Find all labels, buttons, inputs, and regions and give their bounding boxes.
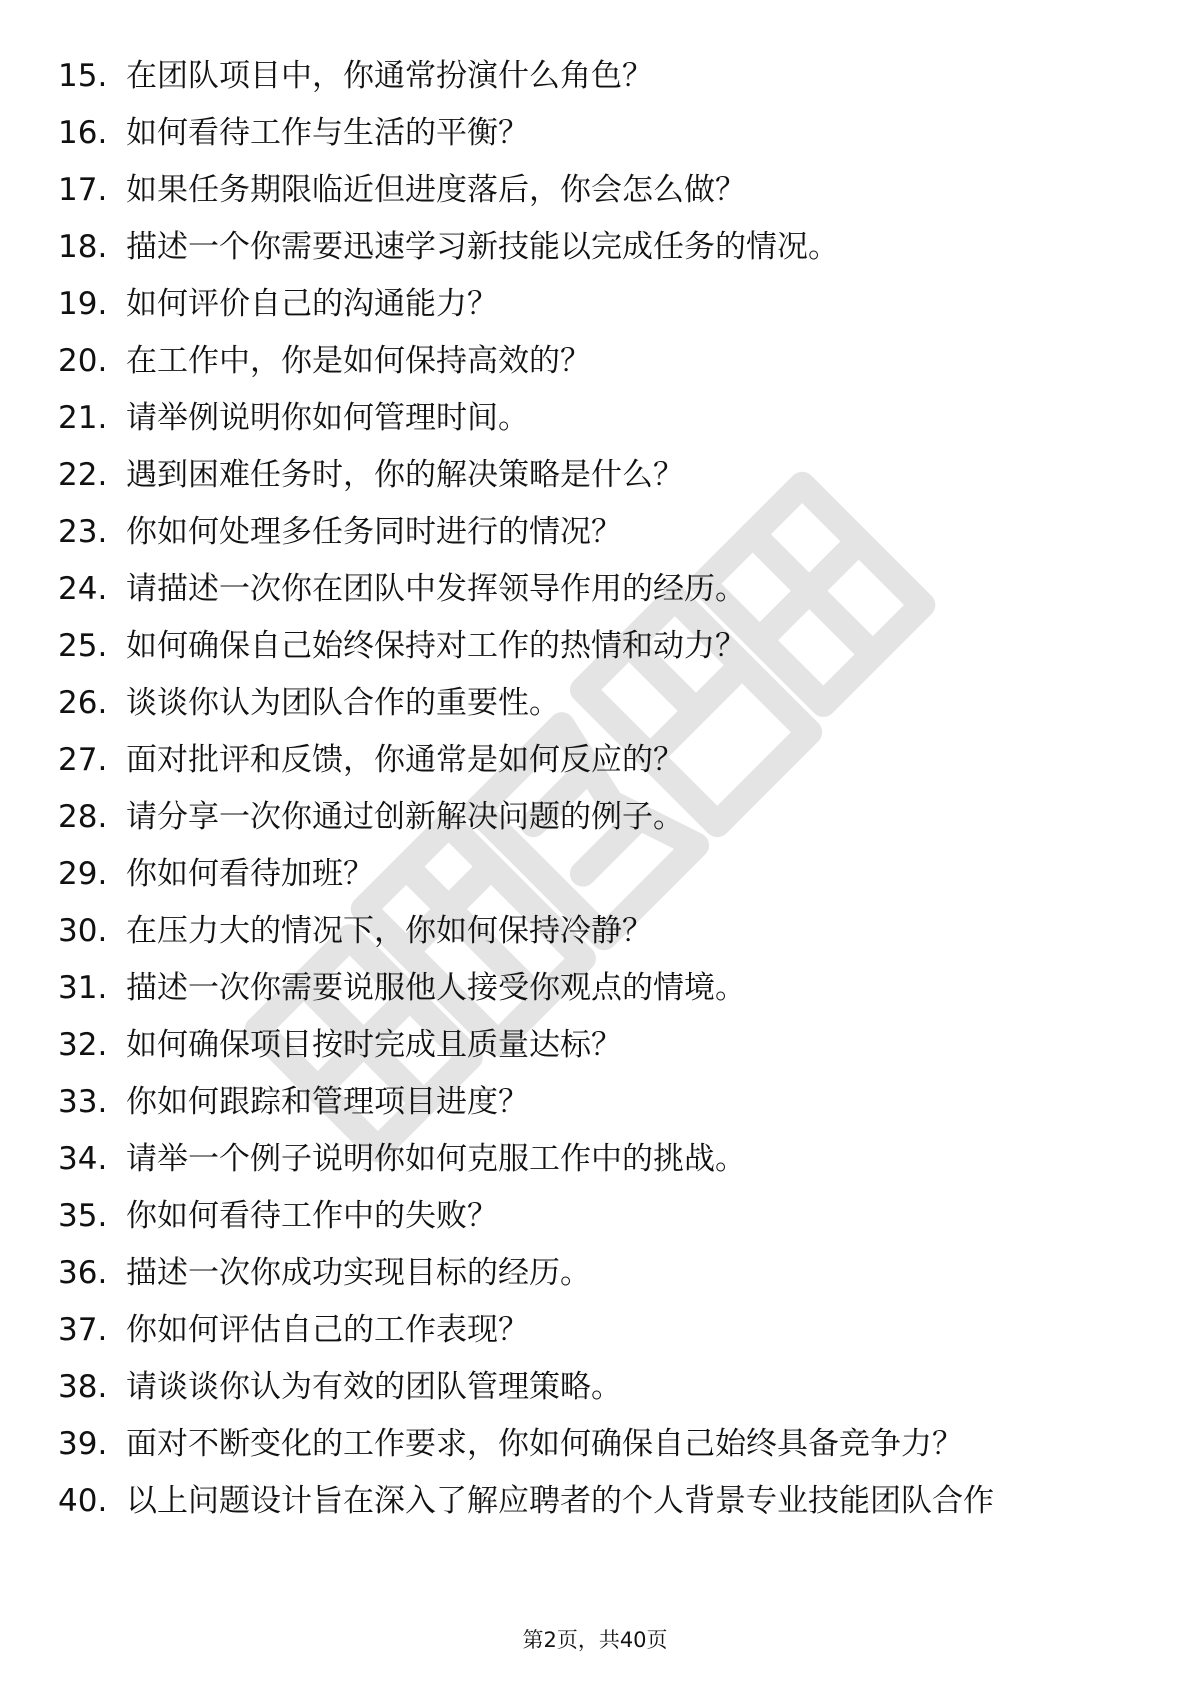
question-text: 你如何看待工作中的失败？ — [126, 1198, 498, 1234]
question-item — [0, 675, 1190, 732]
question-text: 描述一个你需要迅速学习新技能以完成任务的情况。 — [126, 229, 839, 265]
question-text: 描述一次你需要说服他人接受你观点的情境。 — [126, 970, 746, 1006]
question-item — [0, 960, 1190, 1017]
question-number: 32. — [58, 1027, 108, 1063]
question-text: 如果任务期限临近但进度落后，你会怎么做？ — [126, 172, 746, 208]
question-number: 37. — [58, 1312, 108, 1348]
question-number: 16. — [58, 115, 108, 151]
question-text: 在团队项目中，你通常扮演什么角色？ — [126, 58, 653, 94]
question-item — [0, 1131, 1190, 1188]
question-item — [0, 618, 1190, 675]
question-number: 40. — [58, 1483, 108, 1519]
page-number-footer: 第2页，共40页 — [522, 1628, 668, 1652]
question-number: 18. — [58, 229, 108, 265]
question-item — [0, 219, 1190, 276]
question-text: 你如何评估自己的工作表现？ — [126, 1312, 529, 1348]
question-number: 22. — [58, 457, 108, 493]
question-item — [0, 1473, 1190, 1530]
question-item — [0, 561, 1190, 618]
question-item — [0, 903, 1190, 960]
question-item — [0, 48, 1190, 105]
question-number: 24. — [58, 571, 108, 607]
question-number: 31. — [58, 970, 108, 1006]
question-text: 遇到困难任务时，你的解决策略是什么？ — [126, 457, 684, 493]
question-item — [0, 276, 1190, 333]
question-item — [0, 1074, 1190, 1131]
question-text: 你如何跟踪和管理项目进度？ — [126, 1084, 529, 1120]
question-item — [0, 504, 1190, 561]
question-text: 你如何处理多任务同时进行的情况？ — [126, 514, 622, 550]
question-item — [0, 162, 1190, 219]
question-text: 面对批评和反馈，你通常是如何反应的？ — [126, 742, 684, 778]
question-number: 19. — [58, 286, 108, 322]
question-number: 30. — [58, 913, 108, 949]
question-item — [0, 390, 1190, 447]
question-text: 描述一次你成功实现目标的经历。 — [126, 1255, 591, 1291]
question-item — [0, 789, 1190, 846]
question-number: 20. — [58, 343, 108, 379]
question-text: 请举一个例子说明你如何克服工作中的挑战。 — [126, 1141, 746, 1177]
question-number: 27. — [58, 742, 108, 778]
question-text: 如何确保自己始终保持对工作的热情和动力？ — [126, 628, 746, 664]
question-number: 23. — [58, 514, 108, 550]
question-number: 34. — [58, 1141, 108, 1177]
question-item — [0, 333, 1190, 390]
question-number: 29. — [58, 856, 108, 892]
question-item — [0, 105, 1190, 162]
question-list — [0, 48, 1190, 1530]
question-item — [0, 1017, 1190, 1074]
question-item — [0, 1359, 1190, 1416]
question-item — [0, 1302, 1190, 1359]
question-number: 26. — [58, 685, 108, 721]
question-number: 39. — [58, 1426, 108, 1462]
question-number: 28. — [58, 799, 108, 835]
question-item — [0, 1245, 1190, 1302]
question-text: 如何看待工作与生活的平衡？ — [126, 115, 529, 151]
question-text: 请分享一次你通过创新解决问题的例子。 — [126, 799, 684, 835]
question-text: 请谈谈你认为有效的团队管理策略。 — [126, 1369, 622, 1405]
question-text: 谈谈你认为团队合作的重要性。 — [126, 685, 560, 721]
question-text: 面对不断变化的工作要求，你如何确保自己始终具备竞争力？ — [126, 1426, 963, 1462]
question-text: 以上问题设计旨在深入了解应聘者的个人背景专业技能团队合作 — [126, 1483, 994, 1519]
question-number: 33. — [58, 1084, 108, 1120]
question-number: 17. — [58, 172, 108, 208]
question-text: 如何评价自己的沟通能力？ — [126, 286, 498, 322]
question-text: 请描述一次你在团队中发挥领导作用的经历。 — [126, 571, 746, 607]
question-item — [0, 447, 1190, 504]
question-item — [0, 1416, 1190, 1473]
question-item — [0, 732, 1190, 789]
question-item — [0, 1188, 1190, 1245]
question-number: 38. — [58, 1369, 108, 1405]
question-number: 35. — [58, 1198, 108, 1234]
question-item — [0, 846, 1190, 903]
question-number: 21. — [58, 400, 108, 436]
question-text: 如何确保项目按时完成且质量达标？ — [126, 1027, 622, 1063]
question-text: 在工作中，你是如何保持高效的？ — [126, 343, 591, 379]
question-text: 你如何看待加班？ — [126, 856, 374, 892]
question-number: 36. — [58, 1255, 108, 1291]
question-text: 在压力大的情况下，你如何保持冷静？ — [126, 913, 653, 949]
question-number: 25. — [58, 628, 108, 664]
question-text: 请举例说明你如何管理时间。 — [126, 400, 529, 436]
question-number: 15. — [58, 58, 108, 94]
